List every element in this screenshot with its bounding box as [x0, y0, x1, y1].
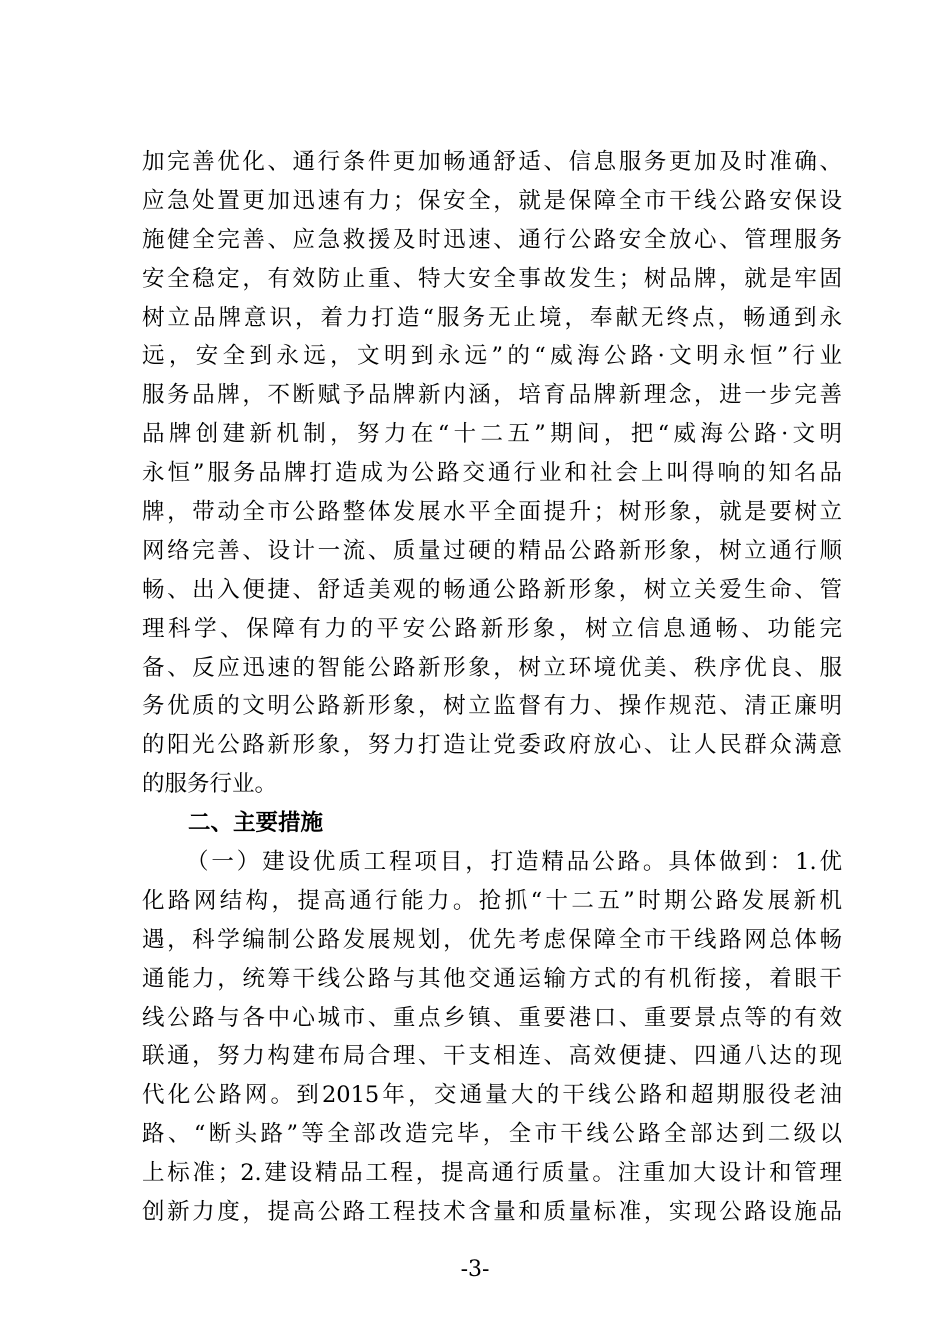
paragraph-line: 上标准；2.建设精品工程，提高通行质量。注重加大设计和管理 — [142, 1160, 842, 1187]
paragraph-line: 路、“断头路”等全部改造完毕，全市干线公路全部达到二级以 — [142, 1121, 842, 1148]
paragraph-line: 遇，科学编制公路发展规划，优先考虑保障全市干线路网总体畅 — [142, 926, 842, 953]
paragraph-line: 安全稳定，有效防止重、特大安全事故发生；树品牌，就是牢固 — [142, 265, 842, 292]
paragraph-line: （一）建设优质工程项目，打造精品公路。具体做到：1.优 — [186, 849, 842, 876]
document-body — [142, 143, 842, 1232]
paragraph-line: 牌，带动全市公路整体发展水平全面提升；树形象，就是要树立 — [142, 499, 842, 526]
paragraph-line: 品牌创建新机制，努力在“十二五”期间，把“威海公路·文明 — [142, 421, 842, 448]
paragraph-line: 联通，努力构建布局合理、干支相连、高效便捷、四通八达的现 — [142, 1043, 842, 1070]
paragraph-line: 远，安全到永远，文明到永远”的“威海公路·文明永恒”行业 — [142, 343, 842, 370]
paragraph-line: 化路网结构，提高通行能力。抢抓“十二五”时期公路发展新机 — [142, 887, 842, 914]
page-number: -3- — [460, 1257, 490, 1282]
paragraph-line: 务优质的文明公路新形象，树立监督有力、操作规范、清正廉明 — [142, 693, 842, 720]
paragraph-line: 线公路与各中心城市、重点乡镇、重要港口、重要景点等的有效 — [142, 1004, 842, 1031]
paragraph-line: 的服务行业。 — [142, 771, 278, 798]
paragraph-line: 理科学、保障有力的平安公路新形象，树立信息通畅、功能完 — [142, 615, 842, 642]
paragraph-line: 应急处置更加迅速有力；保安全，就是保障全市干线公路安保设 — [142, 187, 842, 214]
paragraph-line: 加完善优化、通行条件更加畅通舒适、信息服务更加及时准确、 — [142, 149, 842, 175]
paragraph-line: 备、反应迅速的智能公路新形象，树立环境优美、秩序优良、服 — [142, 654, 842, 681]
paragraph-line: 树立品牌意识，着力打造“服务无止境，奉献无终点，畅通到永 — [142, 304, 842, 331]
paragraph-line: 服务品牌，不断赋予品牌新内涵，培育品牌新理念，进一步完善 — [142, 382, 842, 409]
section-heading: 二、主要措施 — [188, 810, 324, 837]
paragraph-line: 创新力度，提高公路工程技术含量和质量标准，实现公路设施品 — [142, 1199, 842, 1226]
paragraph-line: 代化公路网。到2015年，交通量大的干线公路和超期服役老油 — [142, 1082, 842, 1109]
paragraph-line: 施健全完善、应急救援及时迅速、通行公路安全放心、管理服务 — [142, 226, 842, 253]
paragraph-line: 畅、出入便捷、舒适美观的畅通公路新形象，树立关爱生命、管 — [142, 576, 842, 603]
paragraph-line: 通能力，统筹干线公路与其他交通运输方式的有机衔接，着眼干 — [142, 965, 842, 992]
paragraph-line: 网络完善、设计一流、质量过硬的精品公路新形象，树立通行顺 — [142, 537, 842, 564]
paragraph-line: 永恒”服务品牌打造成为公路交通行业和社会上叫得响的知名品 — [142, 460, 842, 487]
paragraph-line: 的阳光公路新形象，努力打造让党委政府放心、让人民群众满意 — [142, 732, 842, 759]
